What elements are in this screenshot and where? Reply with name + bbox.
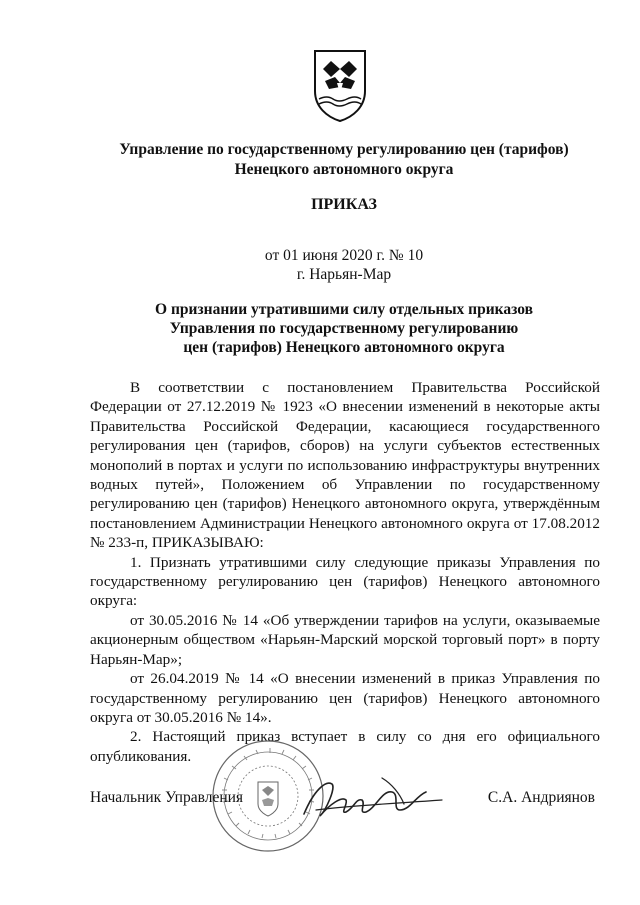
handwritten-signature: [296, 770, 446, 830]
item-1-subitem-2: от 26.04.2019 № 14 «О внесении изменений в приказ Управления по государственному регулированию цен (тарифов) Ненецкого автономного округа от 30.05.2016 № 14».: [90, 670, 600, 726]
subject-line2: Управления по государственному регулированию: [169, 320, 519, 337]
subject-line1: О признании утратившими силу отдельных приказов: [155, 301, 533, 318]
coat-of-arms-emblem: [311, 47, 369, 123]
document-body: [90, 378, 600, 766]
signer-name: С.А. Андриянов: [487, 789, 595, 806]
organization-name-line1: Управление по государственному регулированию цен (тарифов): [119, 141, 569, 158]
item-2-paragraph: 2. Настоящий приказ вступает в силу со дня его официального опубликования.: [90, 728, 600, 765]
organization-name-line2: Ненецкого автономного округа: [234, 161, 454, 178]
subject-line3: цен (тарифов) Ненецкого автономного округа: [183, 339, 505, 356]
document-type: ПРИКАЗ: [311, 196, 377, 213]
item-1-subitem-1: от 30.05.2016 № 14 «Об утверждении тарифов на услуги, оказываемые акционерным обществом «Нарьян-Марский морской торговый порт» в порту Нарьян-Мар»;: [90, 611, 600, 668]
intro-paragraph: В соответствии с постановлением Правительства Российской Федерации от 27.12.2019 № 1923 «О внесении изменений в некоторые акты Правительства Российской Федерации, касающиеся государственного регулирования цен (тарифов, сборов) на услуги субъектов естественных монополий в портах и услуги по использованию инфраструктуры внутренних водных путей», Положением об Управлении по государственному регулированию цен (тарифов) Ненецкого автономного округа, утверждённым постановлением Администрации Ненецкого автономного округа от 17.08.2012 № 233-п, ПРИКАЗЫВАЮ:: [90, 379, 600, 552]
item-1-paragraph: 1. Признать утратившими силу следующие приказы Управления по государственному регулированию цен (тарифов) Ненецкого автономного округа:: [90, 553, 600, 610]
document-date-number: от 01 июня 2020 г. № 10: [264, 247, 424, 264]
signer-position: Начальник Управления: [90, 789, 244, 806]
document-city: г. Нарьян-Мар: [296, 266, 392, 283]
